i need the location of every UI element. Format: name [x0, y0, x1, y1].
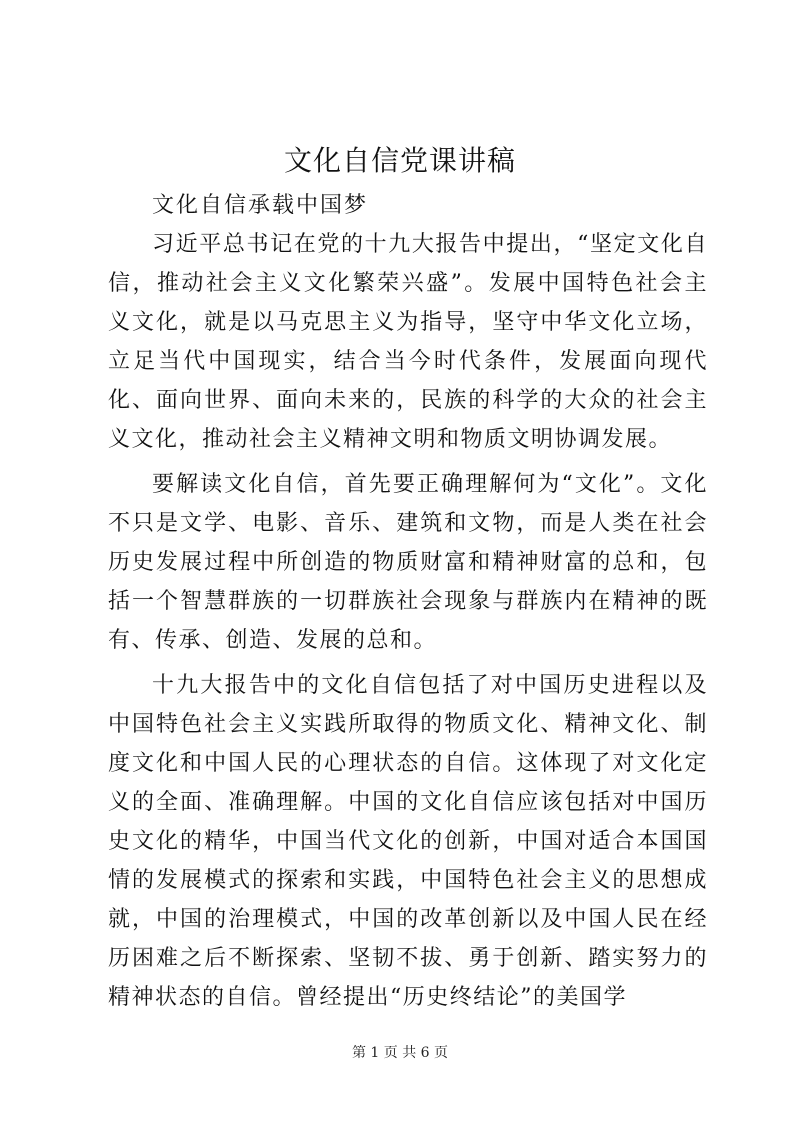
paragraph: 十九大报告中的文化自信包括了对中国历史进程以及中国特色社会主义实践所取得的物质文化、精神文化、制度文化和中国人民的心理状态的自信。这体现了对文化定义的全面、准确理解。中国的文化自信应该包括对中国历史文化的精华，中国当代文化的创新，中国对适合本国国情的发展模式的探索和实践，中国特色社会主义的思想成就，中国的治理模式，中国的改革创新以及中国人民在经历困难之后不断探索、坚韧不拔、勇于创新、踏实努力的精神状态的自信。曾经提出“历史终结论”的美国学	[108, 673, 708, 1010]
document-body	[108, 186, 708, 1017]
paragraph: 要解读文化自信，首先要正确理解何为“文化”。文化不只是文学、电影、音乐、建筑和文物，而是人类在社会历史发展过程中所创造的物质财富和精神财富的总和，包括一个智慧群族的一切群族社会现象与群族内在精神的既有、传承、创造、发展的总和。	[108, 472, 708, 653]
page-number-footer: 第 1 页 共 6 页	[351, 1045, 449, 1061]
section-heading: 文化自信承载中国梦	[152, 193, 369, 218]
document-title: 文化自信党课讲稿	[283, 144, 516, 177]
paragraph: 习近平总书记在党的十九大报告中提出，“坚定文化自信，推动社会主义文化繁荣兴盛”。发展中国特色社会主义文化，就是以马克思主义为指导，坚守中华文化立场，立足当代中国现实，结合当今时代条件，发展面向现代化、面向世界、面向未来的，民族的科学的大众的社会主义文化，推动社会主义精神文明和物质文明协调发展。	[108, 232, 708, 452]
